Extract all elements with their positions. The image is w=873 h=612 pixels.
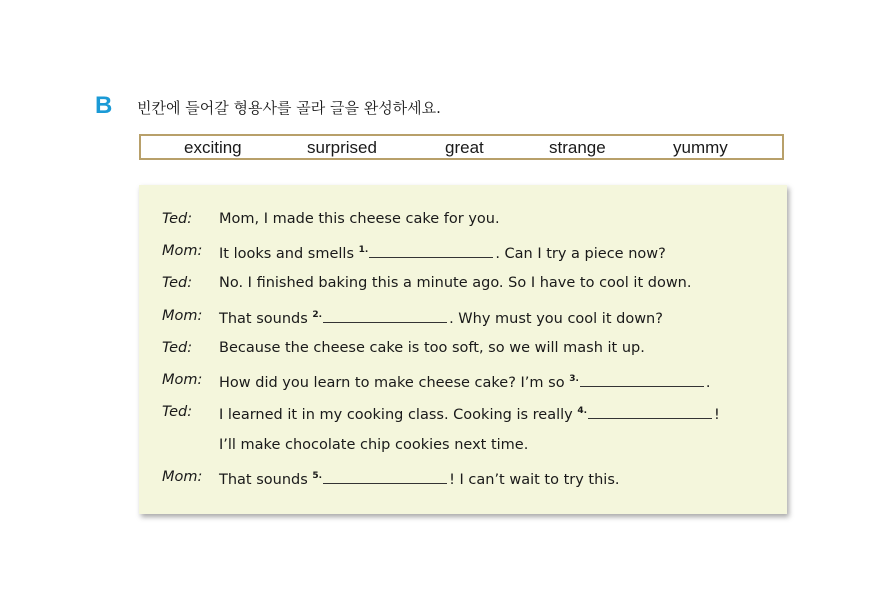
dialog-text: I’ll make chocolate chip cookies next time. — [219, 437, 529, 453]
blank-number: 1. — [358, 245, 369, 256]
word-bank-item: great — [445, 138, 484, 157]
dialog-text: I learned it in my cooking class. Cooking is really $^{4.}$ ! — [219, 404, 720, 423]
answer-blank[interactable] — [323, 308, 447, 323]
dialog-box — [139, 185, 787, 514]
speaker-label: Ted: — [162, 275, 193, 291]
word-bank-item: exciting — [184, 138, 242, 157]
dialog-text: That sounds $^{5.}$ ! I can’t wait to try this. — [219, 469, 620, 488]
blank-number: 5. — [312, 471, 323, 482]
dialog-text: Because the cheese cake is too soft, so we will mash it up. — [219, 340, 645, 356]
answer-blank[interactable] — [588, 404, 712, 419]
word-bank-item: yummy — [673, 138, 728, 157]
speaker-label: Mom: — [162, 308, 203, 324]
speaker-label: Mom: — [162, 372, 203, 388]
speaker-label: Ted: — [162, 404, 193, 420]
instruction-text: 빈칸에 들어갈 형용사를 골라 글을 완성하세요. — [137, 99, 441, 117]
dialog-text: How did you learn to make cheese cake? I’m so $^{3.}$ . — [219, 372, 710, 391]
dialog-text: That sounds $^{2.}$ . Why must you cool it down? — [219, 308, 663, 327]
speaker-label: Ted: — [162, 211, 193, 227]
blank-number: 4. — [577, 406, 588, 417]
speaker-label: Ted: — [162, 340, 193, 356]
speaker-label: Mom: — [162, 243, 203, 259]
section-letter: B — [95, 92, 113, 119]
word-bank-item: strange — [549, 138, 606, 157]
blank-number: 3. — [569, 374, 579, 385]
word-bank-item: surprised — [307, 138, 377, 157]
dialog-text: It looks and smells $^{1.}$ . Can I try a piece now? — [219, 243, 666, 262]
dialog-text: No. I finished baking this a minute ago. So I have to cool it down. — [219, 275, 692, 291]
speaker-label: Mom: — [162, 469, 203, 485]
answer-blank[interactable] — [369, 243, 493, 258]
blank-number: 2. — [312, 310, 323, 321]
word-bank — [139, 134, 784, 160]
dialog-text: Mom, I made this cheese cake for you. — [219, 211, 500, 227]
answer-blank[interactable] — [323, 469, 447, 484]
answer-blank[interactable] — [580, 372, 704, 387]
